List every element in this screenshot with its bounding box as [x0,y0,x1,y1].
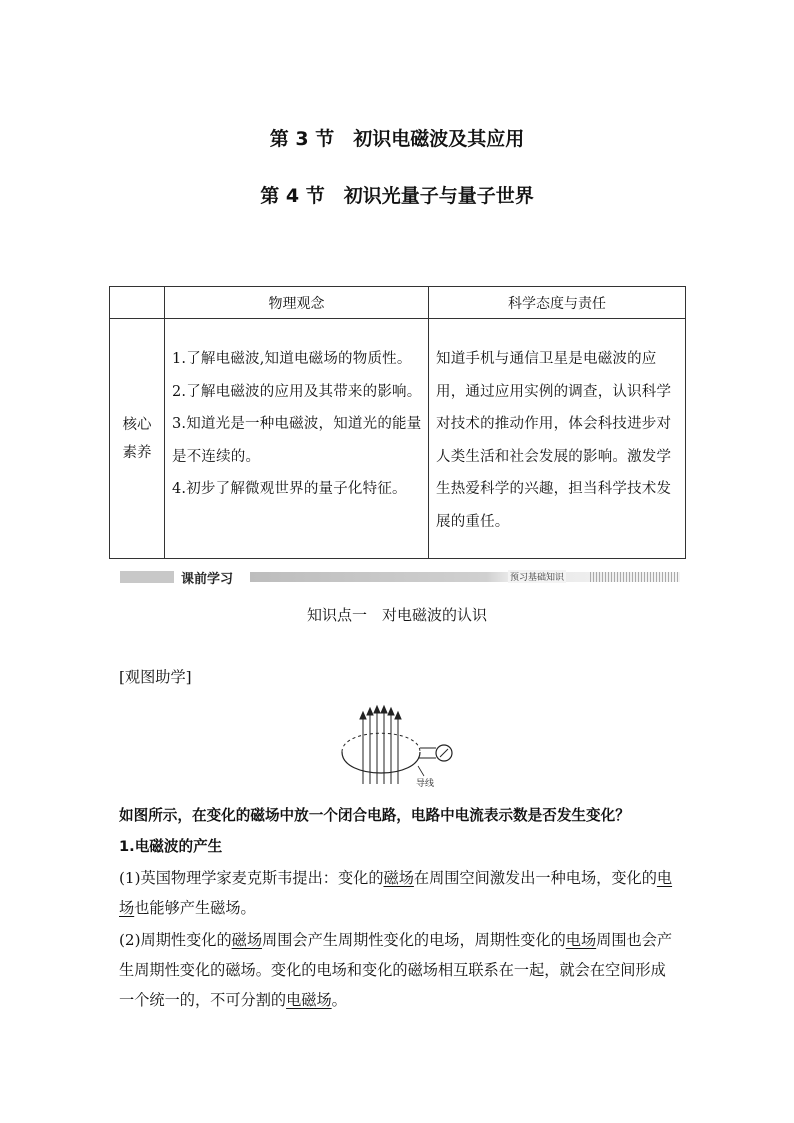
loop-back-edge [342,733,420,752]
section-title-3: 第 3 节 初识电磁波及其应用 [269,128,525,150]
attitude-cell [429,319,686,559]
magnetic-field-circuit-figure [330,692,470,792]
text-run: 。 [331,991,347,1009]
text-run: (1)英国物理学家麦克斯韦提出：变化的 [119,869,384,887]
banner-label: 课前学习 [181,572,234,587]
concept-item: 2.了解电磁波的应用及其带来的影响。 [172,383,422,400]
underlined-term: 磁场 [231,931,263,949]
underlined-term: 电磁场 [286,991,332,1009]
banner-stripes [590,572,680,582]
text-run: (2)周期性变化的 [119,931,232,949]
pre-class-banner [120,570,680,587]
text-run: 在周围空间激发出一种电场，变化的 [413,869,657,887]
banner-hint: 预习基础知识 [508,570,566,583]
underlined-term: 电场 [565,931,597,949]
underlined-term: 电场 [119,869,673,917]
concept-item: 1.了解电磁波,知道电磁场的物质性。 [172,351,412,367]
concept-item: 4.初步了解微观世界的量子化特征。 [172,481,407,497]
row-label-core-literacy [110,319,165,559]
knowledge-point-heading: 知识点一 对电磁波的认识 [306,606,487,624]
header-cell-empty [110,287,165,319]
wire-label: 导线 [416,779,435,789]
label-pointer [418,766,424,776]
physics-concepts-cell [165,319,429,559]
figure-question: 如图所示，在变化的磁场中放一个闭合电路，电路中电流表示数是否发生变化？ [119,807,630,824]
row-label-text: 核心素养 [122,416,152,461]
text-run: 也能够产生磁场。 [134,899,256,917]
paragraph-maxwell [119,863,679,923]
figure-tag: [观图助学] [119,668,192,686]
loop-front-edge [342,752,420,773]
subheading-em-wave-generation: 1.电磁波的产生 [119,838,223,855]
table-row [110,319,686,559]
paragraph-periodic-fields [119,925,679,1015]
core-literacy-table [109,286,686,559]
underlined-term: 磁场 [383,869,414,887]
header-physics-concepts: 物理观念 [165,287,429,319]
attitude-text: 知道手机与通信卫星是电磁波的应用，通过应用实例的调查，认识科学对技术的推动作用，体会科技进步对人类生活和社会发展的影响。激发学生热爱科学的兴趣，担当科学技术发展的重任。 [436,351,672,530]
section-title-4: 第 4 节 初识光量子与量子世界 [260,185,534,207]
header-attitude-responsibility: 科学态度与责任 [429,287,686,319]
table-header-row [110,287,686,319]
text-run: 周围会产生周期性变化的电场，周期性变化的 [262,931,566,949]
banner-left-bar [120,571,174,583]
text-run: 周围也会产生周期性变化的磁场。变化的电场和变化的磁场相互联系在一起，就会在空间形成一个统一的，不可分割的 [119,931,673,1009]
concept-item: 3.知道光是一种电磁波，知道光的能量是不连续的。 [172,416,422,465]
